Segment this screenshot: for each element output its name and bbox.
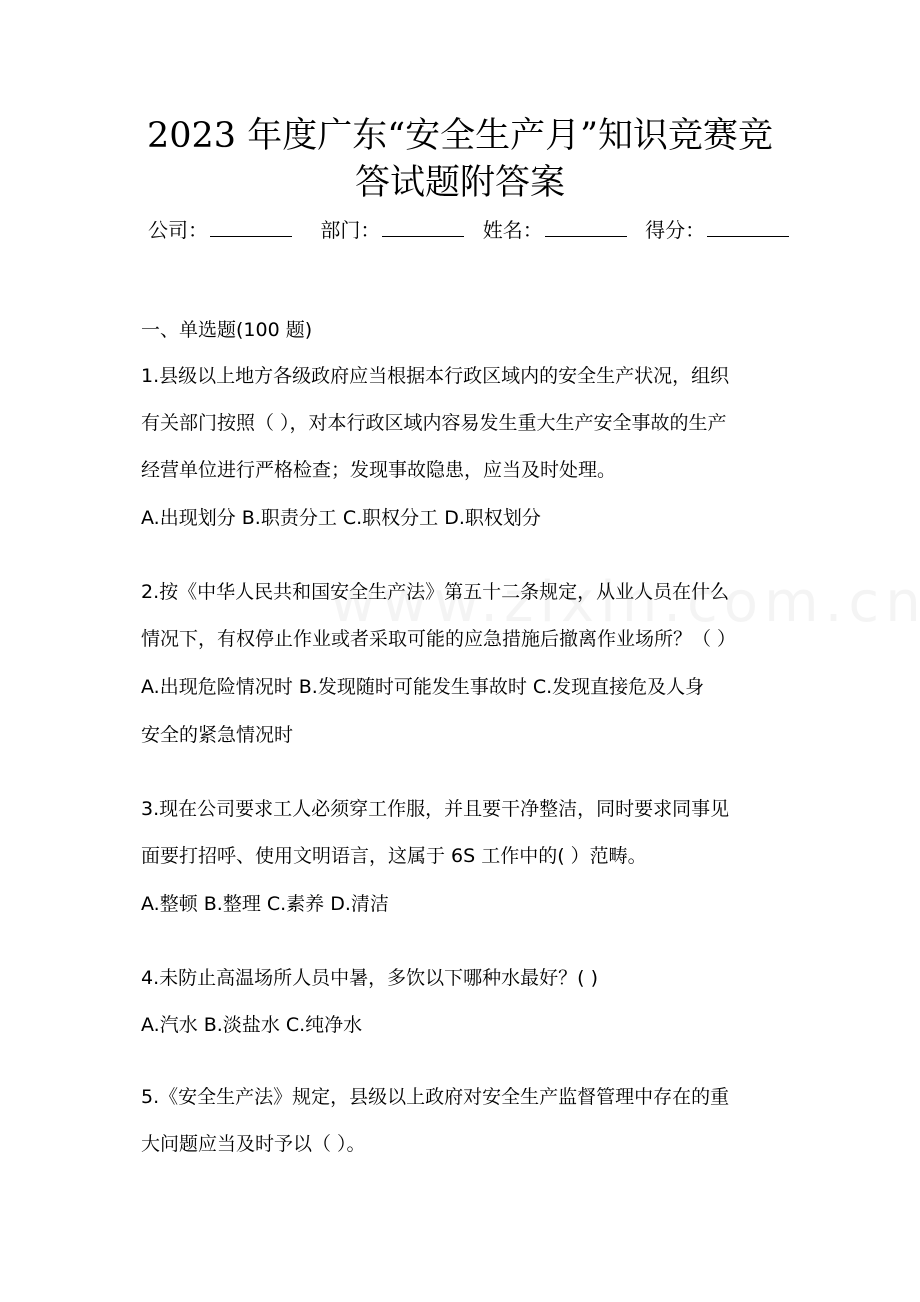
question-1-options: A.出现划分 B.职责分工 C.职权分工 D.职权划分 (141, 507, 541, 529)
name-blank (545, 216, 627, 237)
question-2-line-1: 2.按《中华人民共和国安全生产法》第五十二条规定，从业人员在什么 (141, 581, 730, 603)
company-field (148, 216, 292, 244)
document-title-line-1: 2023 年度广东“安全生产月”知识竞赛竞 (147, 116, 773, 156)
score-field (645, 216, 789, 244)
company-label: 公司： (148, 218, 208, 242)
name-field (483, 216, 627, 244)
department-blank (382, 216, 464, 237)
info-row (148, 216, 789, 244)
question-2-options-line-1: A.出现危险情况时 B.发现随时可能发生事故时 C.发现直接危及人身 (141, 676, 705, 698)
company-blank (210, 216, 292, 237)
question-4-line-1: 4.未防止高温场所人员中暑，多饮以下哪种水最好？( ) (141, 967, 598, 989)
question-3-line-1: 3.现在公司要求工人必须穿工作服，并且要干净整洁，同时要求同事见 (141, 798, 730, 820)
name-label: 姓名： (482, 218, 543, 242)
score-blank (707, 216, 789, 237)
question-3-options: A.整顿 B.整理 C.素养 D.清洁 (141, 893, 389, 915)
question-1-line-3: 经营单位进行严格检查；发现事故隐患，应当及时处理。 (141, 459, 617, 481)
question-3-line-2: 面要打招呼、使用文明语言，这属于 6S 工作中的( ）范畴。 (141, 845, 647, 867)
question-1-line-2: 有关部门按照（ ），对本行政区域内容易发生重大生产安全事故的生产 (141, 412, 727, 434)
question-1-line-1: 1.县级以上地方各级政府应当根据本行政区域内的安全生产状况，组织 (141, 365, 730, 387)
question-4-options: A.汽水 B.淡盐水 C.纯净水 (141, 1014, 363, 1036)
question-2-options-line-2: 安全的紧急情况时 (141, 724, 294, 746)
department-label: 部门： (320, 218, 381, 242)
question-5-line-1: 5.《安全生产法》规定，县级以上政府对安全生产监督管理中存在的重 (141, 1086, 730, 1108)
score-label: 得分： (645, 218, 706, 242)
document-title-line-2: 答试题附答案 (354, 163, 565, 203)
department-field (320, 216, 464, 244)
question-2-line-2: 情况下，有权停止作业或者采取可能的应急措施后撤离作业场所？（ ） (141, 628, 737, 650)
section-heading: 一、单选题(100 题) (141, 319, 313, 341)
question-5-line-2: 大问题应当及时予以（ ）。 (141, 1133, 366, 1155)
